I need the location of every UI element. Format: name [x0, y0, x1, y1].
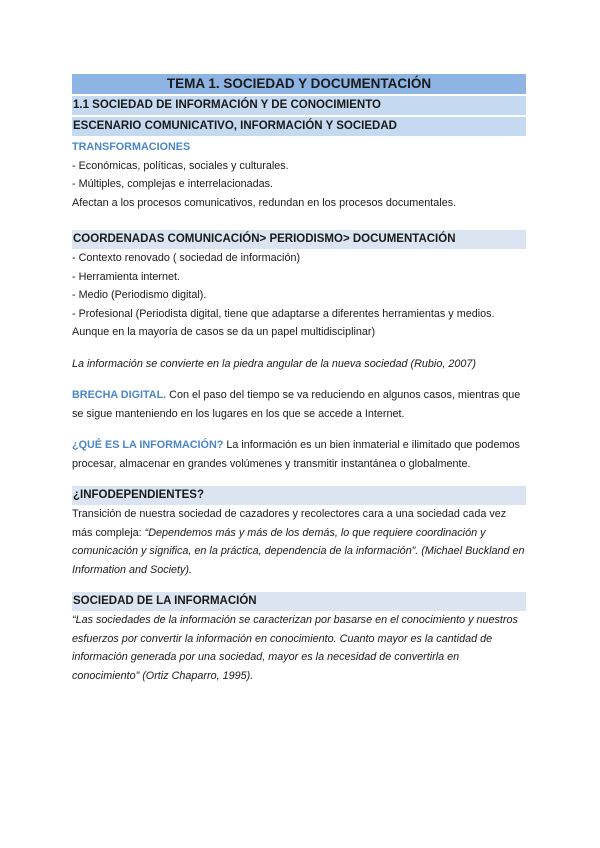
brecha-label: BRECHA DIGITAL. [72, 389, 167, 401]
list-item: - Económicas, políticas, sociales y culturales. [72, 159, 289, 172]
infodependientes-paragraph [72, 505, 526, 579]
coordenadas-heading: COORDENADAS COMUNICACIÓN> PERIODISMO> DOCUMENTACIÓN [72, 230, 526, 249]
sociedad-info-heading: SOCIEDAD DE LA INFORMACIÓN [72, 592, 526, 611]
section-heading: 1.1 SOCIEDAD DE INFORMACIÓN Y DE CONOCIMIENTO [72, 96, 526, 115]
list-item: - Profesional (Periodista digital, tiene que adaptarse a diferentes herramientas y medios. Aunque en la mayoría de casos se da un papel multidisciplinar) [72, 307, 495, 338]
sociedad-info-quote: “Las sociedades de la información se caracterizan por basarse en el conocimiento y nuestros esfuerzos por convertir la información en conocimiento. Cuanto mayor es la cantidad de información generada por una sociedad, mayor es la necesidad de convertirla en conocimiento” (Ortiz Chaparro, 1995). [72, 614, 518, 682]
infodependientes-text: Transición de nuestra sociedad de cazadores y recolectores cara a una sociedad cada vez más compleja: [72, 508, 507, 539]
infodependientes-heading: ¿INFODEPENDIENTES? [72, 486, 526, 505]
brecha-text: Con el paso del tiempo se va reduciendo en algunos casos, mientras que se sigue manteniendo en los lugares en los que se accede a Internet. [72, 389, 521, 420]
paragraph: Afectan a los procesos comunicativos, redundan en los procesos documentales. [72, 196, 457, 209]
quote-paragraph: La información se convierte en la piedra angular de la nueva sociedad (Rubio, 2007) [72, 357, 476, 370]
list-item: - Múltiples, complejas e interrelacionadas. [72, 178, 274, 190]
document-title: TEMA 1. SOCIEDAD Y DOCUMENTACIÓN [72, 74, 526, 94]
que-es-paragraph [72, 436, 526, 473]
brecha-paragraph [72, 386, 526, 423]
infodependientes-quote: “Dependemos más y más de los demás, lo que requiere coordinación y comunicación y significa, en la práctica, dependencia de la información”. (Michael Buckland en Information and Society). [72, 526, 525, 576]
transformaciones-subheading: TRANSFORMACIONES [72, 141, 191, 153]
que-es-text: La información es un bien inmaterial e ilimitado que podemos procesar, almacenar en grandes volúmenes y transmitir instantánea o globalmente. [72, 439, 520, 470]
que-es-label: ¿QUÉ ES LA INFORMACIÓN? [72, 439, 224, 451]
list-item: - Medio (Periodismo digital). [72, 289, 207, 301]
list-item: - Contexto renovado ( sociedad de información) [72, 252, 301, 264]
document-page [72, 74, 526, 685]
list-item: - Herramienta internet. [72, 270, 181, 283]
escenario-heading: ESCENARIO COMUNICATIVO, INFORMACIÓN Y SOCIEDAD [72, 117, 526, 136]
